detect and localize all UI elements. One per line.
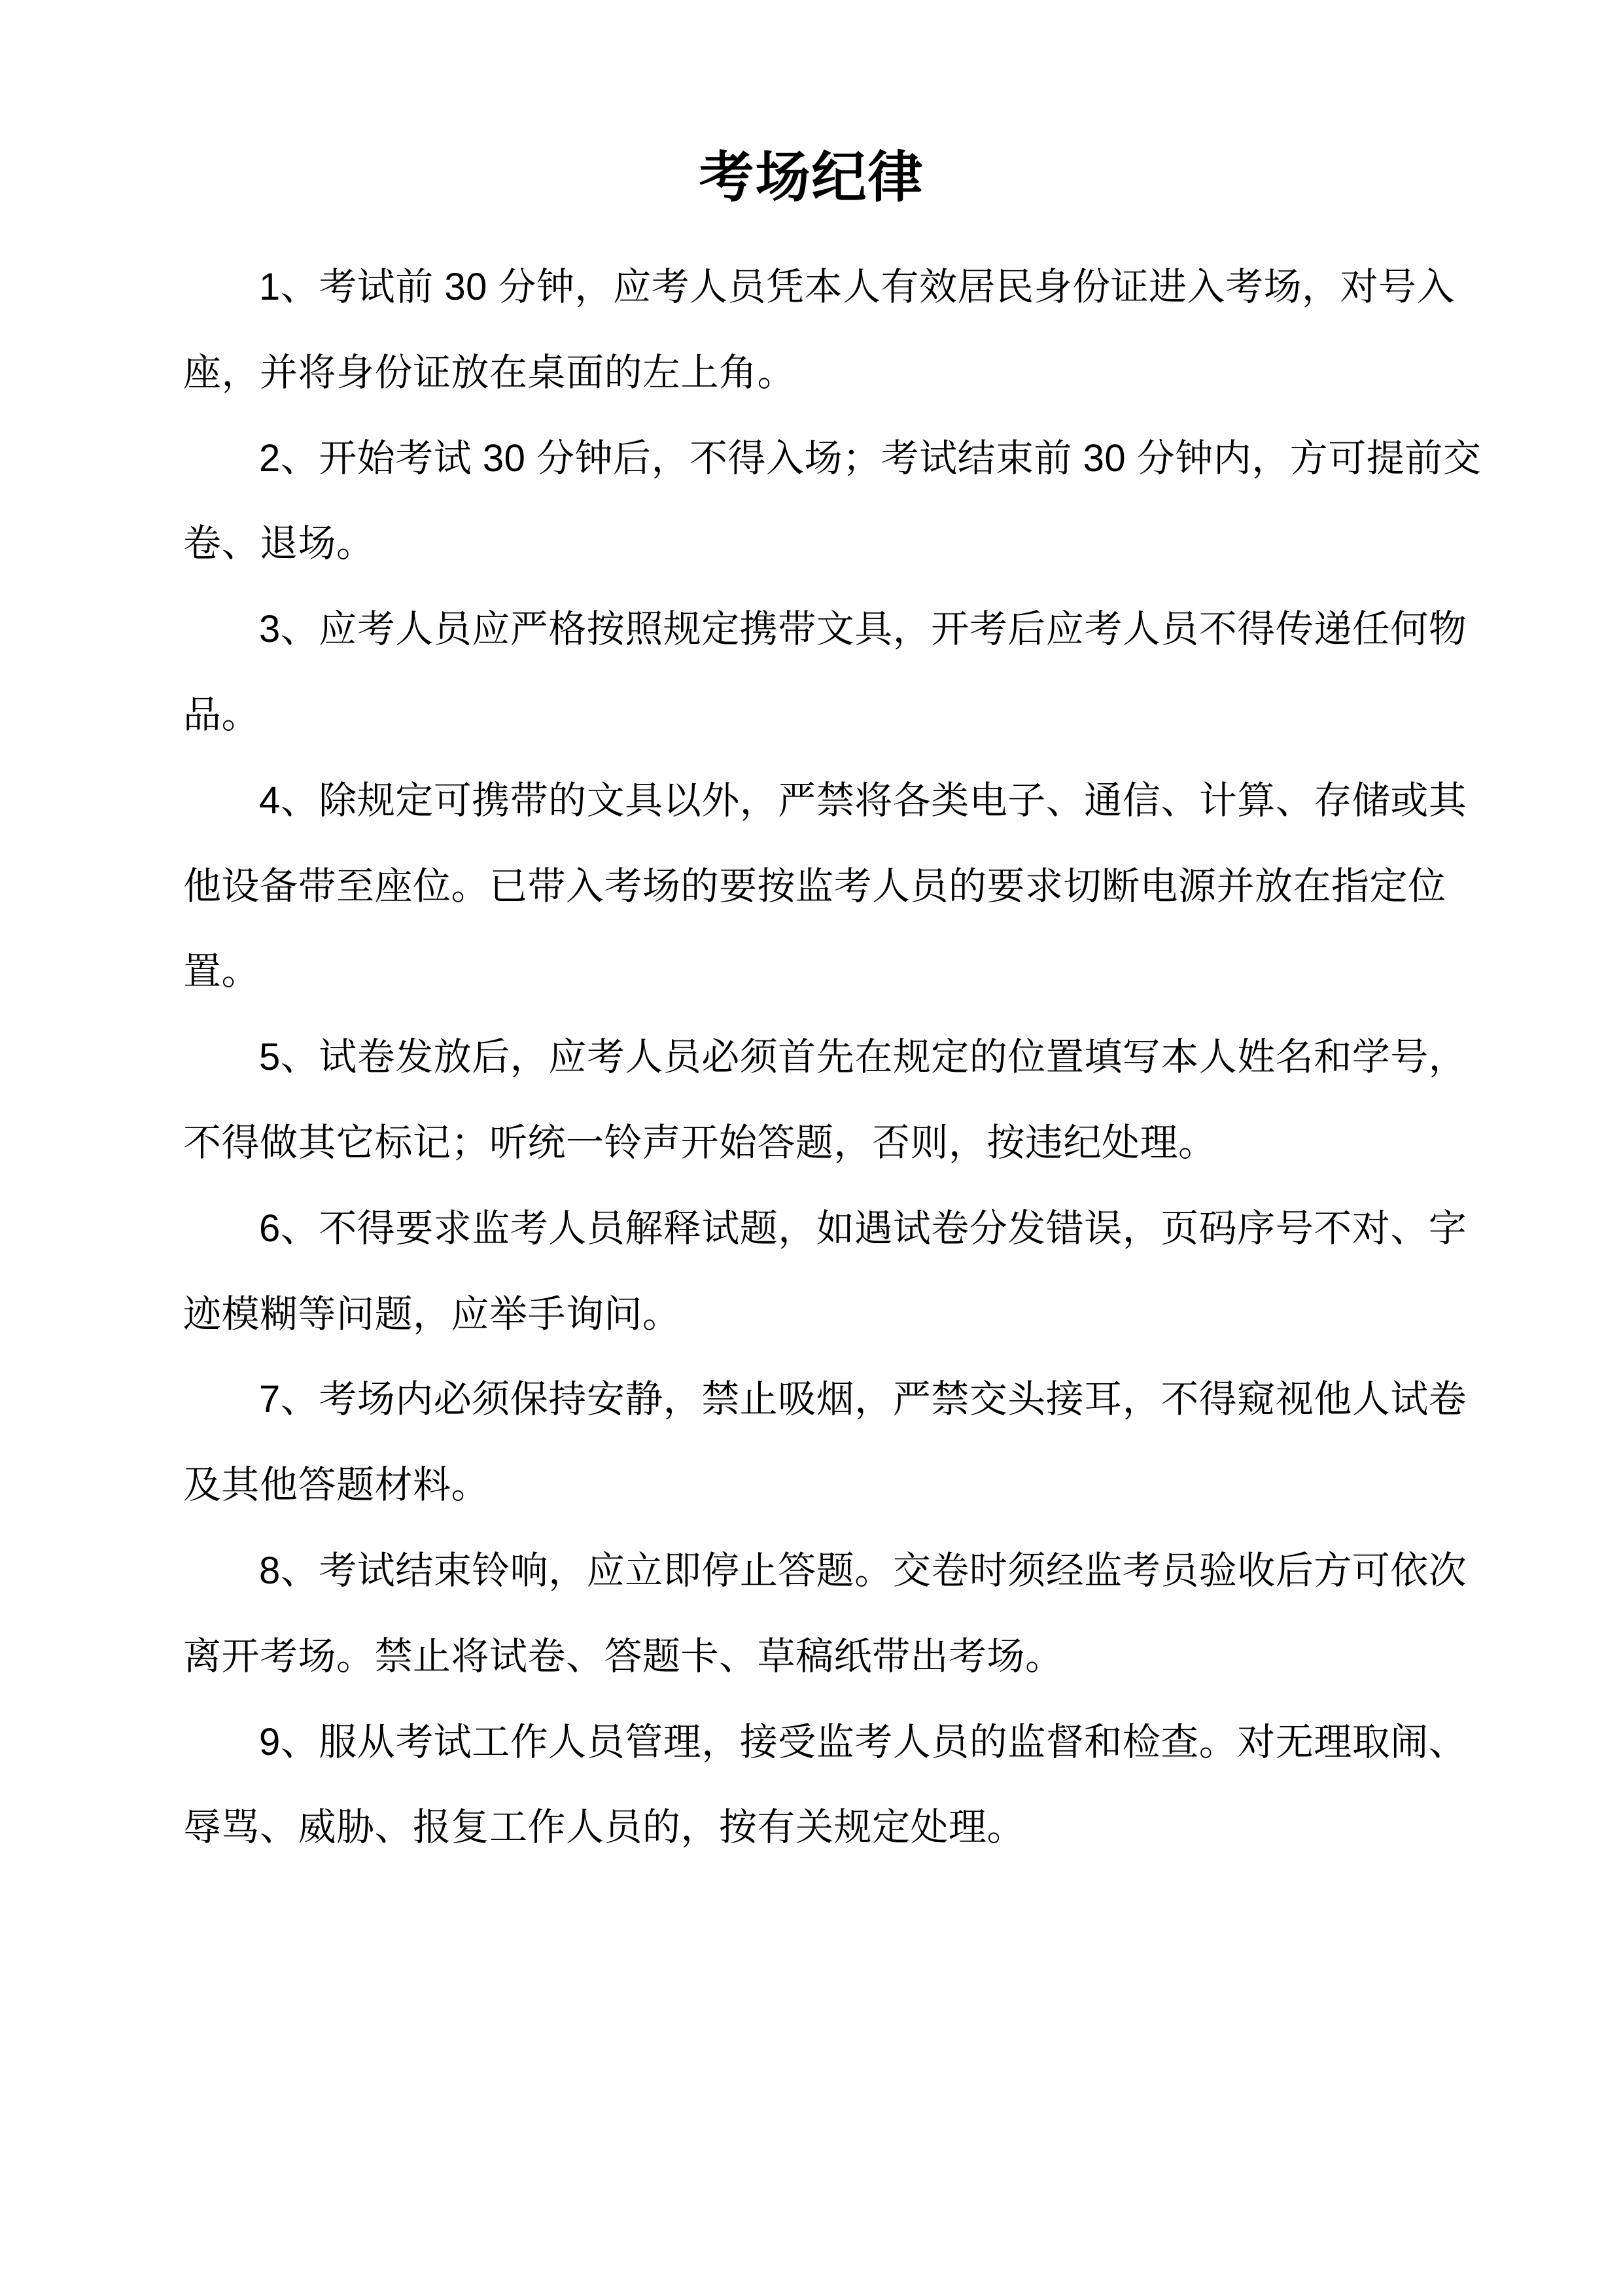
text-line: 6、不得要求监考人员解释试题，如遇试卷分发错误，页码序号不对、字 bbox=[259, 1207, 1467, 1250]
text-line: 2、开始考试 30 分钟后，不得入场；考试结束前 30 分钟内，方可提前交 bbox=[259, 436, 1482, 480]
text-line: 及其他答题材料。 bbox=[183, 1464, 490, 1507]
text-line: 4、除规定可携带的文具以外，严禁将各类电子、通信、计算、存储或其 bbox=[259, 779, 1467, 822]
text-line: 置。 bbox=[183, 950, 260, 993]
text-line: 3、应考人员应严格按照规定携带文具，开考后应考人员不得传递任何物 bbox=[259, 608, 1467, 651]
text-line: 离开考场。禁止将试卷、答题卡、草稿纸带出考场。 bbox=[183, 1634, 1064, 1678]
text-line: 8、考试结束铃响，应立即停止答题。交卷时须经监考员验收后方可依次 bbox=[259, 1549, 1467, 1592]
text-line: 卷、退场。 bbox=[183, 522, 375, 565]
text-line: 7、考场内必须保持安静，禁止吸烟，严禁交头接耳，不得窥视他人试卷 bbox=[259, 1378, 1467, 1421]
text-line: 品。 bbox=[183, 693, 260, 736]
text-line: 他设备带至座位。已带入考场的要按监考人员的要求切断电源并放在指定位 bbox=[183, 864, 1446, 908]
text-line: 1、考试前 30 分钟，应考人员凭本人有效居民身份证进入考场，对号入 bbox=[259, 266, 1456, 308]
page-title: 考场纪律 bbox=[699, 147, 924, 208]
text-line: 5、试卷发放后，应考人员必须首先在规定的位置填写本人姓名和学号， bbox=[259, 1036, 1467, 1079]
text-line: 迹模糊等问题，应举手询问。 bbox=[183, 1292, 681, 1335]
text-line: 座，并将身份证放在桌面的左上角。 bbox=[183, 351, 796, 394]
document-body bbox=[183, 245, 1482, 1871]
text-line: 辱骂、威胁、报复工作人员的，按有关规定处理。 bbox=[183, 1806, 1026, 1849]
text-line: 9、服从考试工作人员管理，接受监考人员的监督和检查。对无理取闹、 bbox=[259, 1720, 1467, 1763]
text-line: 不得做其它标记；听统一铃声开始答题，否则，按违纪处理。 bbox=[183, 1121, 1217, 1164]
